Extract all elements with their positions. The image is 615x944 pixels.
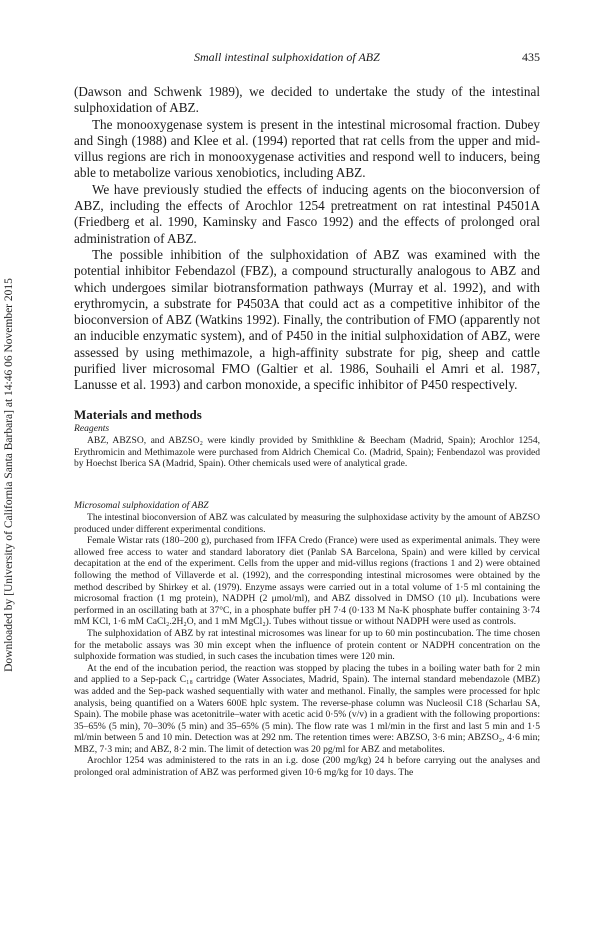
paragraph: (Dawson and Schwenk 1989), we decided to undertake the study of the intestinal sulphoxidation of ABZ. [74,84,540,116]
paragraph: The intestinal bioconversion of ABZ was calculated by measuring the sulphoxidase activity by the amount of ABZSO produced under different experimental conditions. [74,512,540,535]
paragraph: The possible inhibition of the sulphoxidation of ABZ was examined with the potential inhibitor Febendazol (FBZ), a compound structurally analogous to ABZ and which undergoes similar biotransformation pathways (Murray et al. 1992), and with erythromycin, a substrate for P4503A that could act as a competitive inhibitor of the bioconversion of ABZ (Watkins 1992). Finally, the contribution of FMO (apparently not an inducible enzymatic system), and of P450 in the initial sulphoxidation of ABZ, were assessed by using methimazole, a high-affinity substrate for pig, sheep and cattle purified liver microsomal FMO (Galtier et al. 1986, Souhaili el Amri et al. 1987, Lanusse et al. 1993) and carbon monoxide, a specific inhibitor of P450 respectively. [74,246,540,393]
paragraph: The sulphoxidation of ABZ by rat intestinal microsomes was linear for up to 60 min postincubation. The time chosen for the metabolic assays was 30 min except when the influence of protein content or NADPH concentration on the sulphoxide formation was studied, in such cases the incubation times were 120 min. [74,627,540,663]
microsomal-section [74,500,540,779]
paragraph: Female Wistar rats (180–200 g), purchased from IFFA Credo (France) were used as experimental animals. They were allowed free access to water and standard laboratory diet (Panlab SA Barcelona, Spain) and were killed by cervical decapitation at the end of the experiment. Cells from the upper and mid-villus regions (fractions 1 and 2) were obtained following the method of Villaverde et al. (1992), and the corresponding intestinal microsomes were obtained by the method described by Shirkey et al. (1979). Enzyme assays were carried out in a total volume of 1·5 ml containing the microsomal fraction (1 mg protein), NADPH (2 μmol/ml), and ABZ dissolved in DMSO (10 μl). Incubations were performed in an oscillating bath at 37°C, in a phosphate buffer pH 7·4 (0·133 M Na-K phosphate buffer containing 3·74 mM KCl, 1·6 mM CaCl₂.2H₂O, and 1 mM MgCl₂). Tubes without tissue or without NADPH were used as controls. [74,535,540,628]
download-note: Downloaded by [University of California Santa Barbara] at 14:46 06 November 2015 [3,278,15,672]
microsomal-heading: Microsomal sulphoxidation of ABZ [74,500,209,511]
paragraph: Arochlor 1254 was administered to the rats in an i.g. dose (200 mg/kg) 24 h before carrying out the analyses and prolonged oral administration of ABZ was performed given 10·6 mg/kg for 10 days. The [74,755,540,779]
running-title: Small intestinal sulphoxidation of ABZ [194,50,380,64]
intro-text [74,84,540,394]
paragraph: At the end of the incubation period, the reaction was stopped by placing the tubes in a boiling water bath for 2 min and applied to a Sep-pack C₁₈ cartridge (Water Associates, Madrid, Spain). The internal standard mebendazole (MBZ) was added and the Sep-pack washed sequentially with water and methanol. Finally, the samples were processed for hplc analysis, being quantified on a Waters 600E hplc system. The reverse-phase column was Nucleosil C18 (Scharlau SA, Spain). The mobile phase was acetonitrile–water with acetic acid 0·5% (v/v) in a gradient with the following proportions: 35–65% (5 min), 70–30% (5 min) and 35–65% (5 min). The flow rate was 1 ml/min in the first and last 5 min and 1·5 ml/min between 5 and 10 min. Detection was at 292 nm. The retention times were: ABZSO, 3·6 min; ABZSO₂, 4·6 min; MBZ, 7·3 min; and ABZ, 8·2 min. The limit of detection was 20 pg/ml for ABZ and metabolites. [74,662,540,755]
paragraph: We have previously studied the effects of inducing agents on the bioconversion of ABZ, including the effects of Arochlor 1254 pretreatment on rat intestinal P4501A (Friedberg et al. 1990, Kaminsky and Fasco 1992) and the effects of prolonged oral administration of ABZ. [74,181,540,246]
page-header [74,50,540,68]
download-watermark [2,230,16,720]
section-heading: Materials and methods [74,407,202,422]
paragraph: The monooxygenase system is present in the intestinal microsomal fraction. Dubey and Singh (1988) and Klee et al. (1994) reported that rat cells from the upper and mid-villus regions are rich in monooxygenase activities and respond well to inducers, being able to metabolize various xenobiotics, including ABZ. [74,116,540,181]
paragraph: ABZ, ABZSO, and ABZSO₂ were kindly provided by Smithkline & Beecham (Madrid, Spain); Arochlor 1254, Erythromicin and Methimazole were purchased from Aldrich Chemical Co. (Madrid, Spain); Fenbendazol was provided by Hoechst Iberica SA (Madrid, Spain). Other chemicals used were of analytical grade. [74,435,540,470]
reagents-heading: Reagents [74,423,110,434]
page-number: 435 [522,50,540,64]
reagents-section [74,423,540,470]
